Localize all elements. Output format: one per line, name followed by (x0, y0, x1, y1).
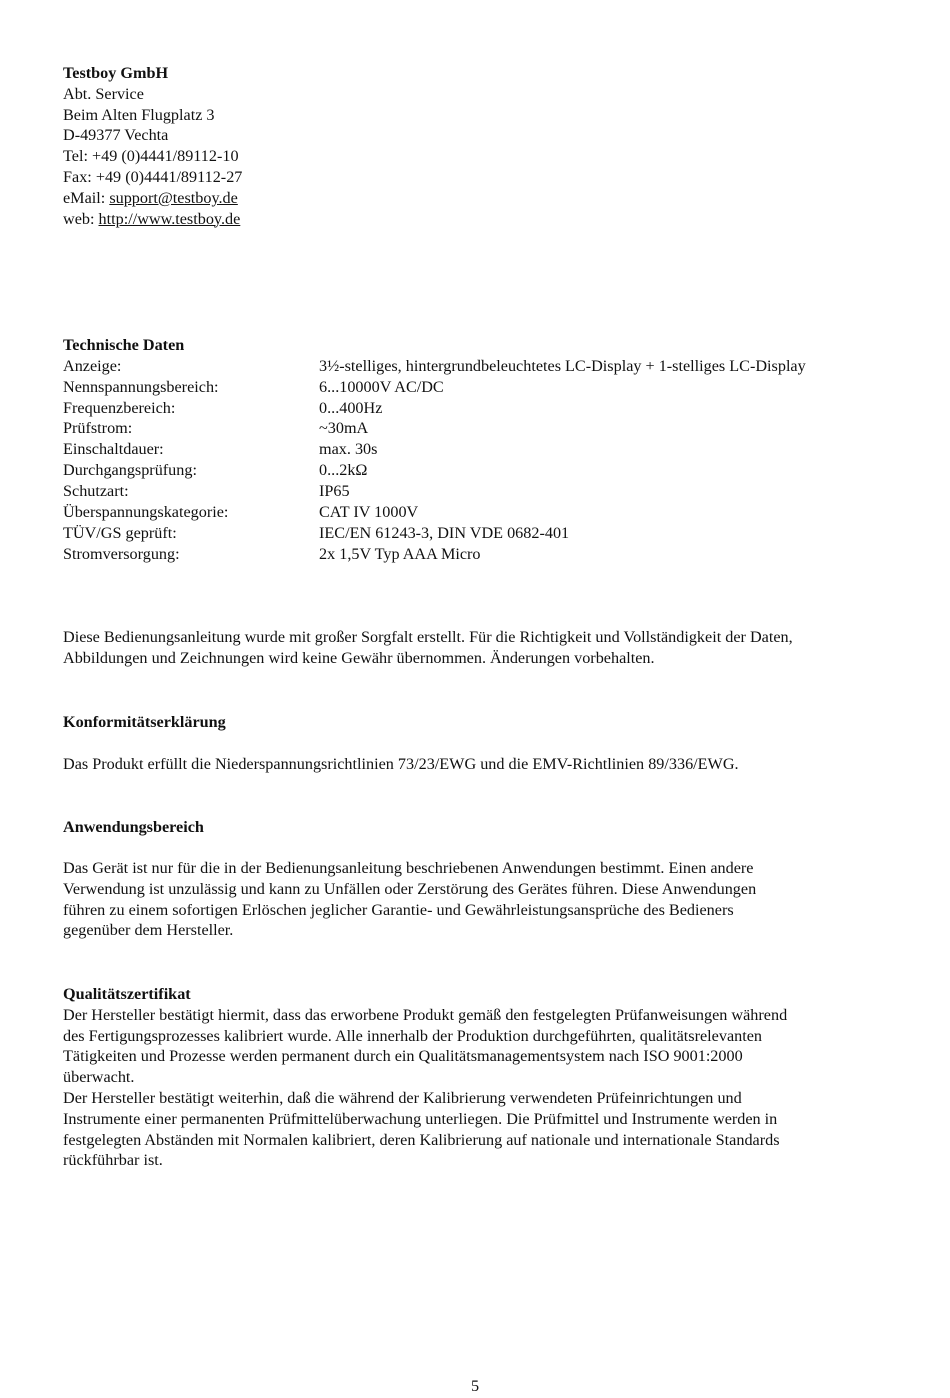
quality-line: Der Hersteller bestätigt hiermit, dass das erworbene Produkt gemäß den festgelegten Prüfanweisungen während (63, 1005, 788, 1024)
application-line: führen zu einem sofortigen Erlöschen jeglicher Garantie- und Gewährleistungsansprüche des Bedieners (63, 900, 734, 919)
quality-line: Der Hersteller bestätigt weiterhin, daß die während der Kalibrierung verwendeten Prüfeinrichtungen und (63, 1088, 742, 1107)
tech-data-label: Schutzart: (63, 482, 129, 501)
web-link[interactable]: http://www.testboy.de (98, 209, 241, 228)
tech-data-table (63, 356, 893, 565)
tech-data-row (63, 377, 893, 398)
tech-data-row (63, 418, 893, 439)
tech-data-value: IP65 (319, 482, 350, 501)
tech-data-value: 0...400Hz (319, 398, 383, 417)
tech-data-row (63, 502, 893, 523)
application-line: gegenüber dem Hersteller. (63, 921, 234, 940)
conformity-heading (63, 712, 226, 733)
tech-data-value: 6...10000V AC/DC (319, 377, 444, 396)
application-line: Verwendung ist unzulässig und kann zu Unfällen oder Zerstörung des Gerätes führen. Diese Anwendungen (63, 879, 757, 898)
quality-line: Instrumente einer permanenten Prüfmittelüberwachung unterliegen. Die Prüfmittel und Instrumente werden in (63, 1109, 778, 1128)
tech-data-value: ~30mA (319, 419, 369, 438)
tech-data-value: 3½-stelliges, hintergrundbeleuchtetes LC-Display + 1-stelliges LC-Display (319, 356, 806, 375)
tech-data-row (63, 460, 893, 481)
tech-data-value: max. 30s (319, 440, 378, 459)
application-line: Das Gerät ist nur für die in der Bedienungsanleitung beschriebenen Anwendungen bestimmt. Einen andere (63, 859, 754, 877)
tech-data-label: Durchgangsprüfung: (63, 461, 197, 480)
department: Abt. Service (63, 84, 144, 103)
tech-data-row (63, 523, 893, 544)
application-heading (63, 817, 204, 838)
quality-line: festgelegten Abständen mit Normalen kalibriert, deren Kalibrierung auf nationale und internationale Standards (63, 1130, 780, 1149)
disclaimer-line: Abbildungen und Zeichnungen wird keine Gewähr übernommen. Änderungen vorbehalten. (63, 648, 655, 667)
page-number: 5 (470, 1377, 480, 1395)
fax: Fax: +49 (0)4441/89112-27 (63, 167, 243, 186)
quality-certificate (63, 984, 893, 1171)
quality-heading: Qualitätszertifikat (63, 985, 191, 1003)
conformity-heading-text: Konformitätserklärung (63, 713, 226, 731)
tech-data-section (63, 335, 893, 565)
tech-data-label: Einschaltdauer: (63, 440, 164, 459)
tech-data-row (63, 356, 893, 377)
tech-data-label: Stromversorgung: (63, 544, 180, 563)
tech-data-row (63, 544, 893, 565)
tech-data-label: Überspannungskategorie: (63, 503, 229, 522)
quality-line: rückführbar ist. (63, 1151, 163, 1170)
street: Beim Alten Flugplatz 3 (63, 105, 215, 124)
application-heading-text: Anwendungsbereich (63, 818, 204, 836)
tech-data-row (63, 398, 893, 419)
tech-data-value: CAT IV 1000V (319, 503, 419, 522)
web-line (63, 209, 242, 230)
company-name: Testboy GmbH (63, 64, 169, 82)
tech-data-value: IEC/EN 61243-3, DIN VDE 0682-401 (319, 523, 570, 542)
conformity-text (63, 754, 739, 775)
quality-line: überwacht. (63, 1068, 135, 1087)
disclaimer-line: Diese Bedienungsanleitung wurde mit großer Sorgfalt erstellt. Für die Richtigkeit und Vollständigkeit der Daten, (63, 628, 793, 646)
tech-data-label: Nennspannungsbereich: (63, 377, 219, 396)
tech-data-label: TÜV/GS geprüft: (63, 523, 177, 542)
disclaimer (63, 627, 893, 669)
tech-data-heading: Technische Daten (63, 336, 185, 354)
quality-line: des Fertigungsprozesses kalibriert wurde. Alle innerhalb der Produktion durchgeführten, qualitätsrelevanten (63, 1026, 763, 1045)
tech-data-value: 0...2kΩ (319, 461, 368, 480)
tech-data-value: 2x 1,5V Typ AAA Micro (319, 544, 481, 563)
phone: Tel: +49 (0)4441/89112-10 (63, 147, 239, 166)
address-block (63, 63, 242, 229)
tech-data-label: Anzeige: (63, 356, 122, 375)
tech-data-row (63, 481, 893, 502)
quality-line: Tätigkeiten und Prozesse werden permanent durch ein Qualitätsmanagementsystem nach ISO 9001:2000 (63, 1047, 743, 1066)
tech-data-label: Prüfstrom: (63, 419, 133, 438)
email-label: eMail: (63, 188, 110, 207)
application-text (63, 858, 893, 941)
tech-data-label: Frequenzbereich: (63, 398, 176, 417)
web-label: web: (63, 209, 99, 228)
tech-data-row (63, 439, 893, 460)
conformity-text-line: Das Produkt erfüllt die Niederspannungsrichtlinien 73/23/EWG und die EMV-Richtlinien 89/336/EWG. (63, 755, 739, 773)
email-line (63, 188, 242, 209)
email-link[interactable]: support@testboy.de (109, 188, 238, 207)
city: D-49377 Vechta (63, 126, 169, 145)
